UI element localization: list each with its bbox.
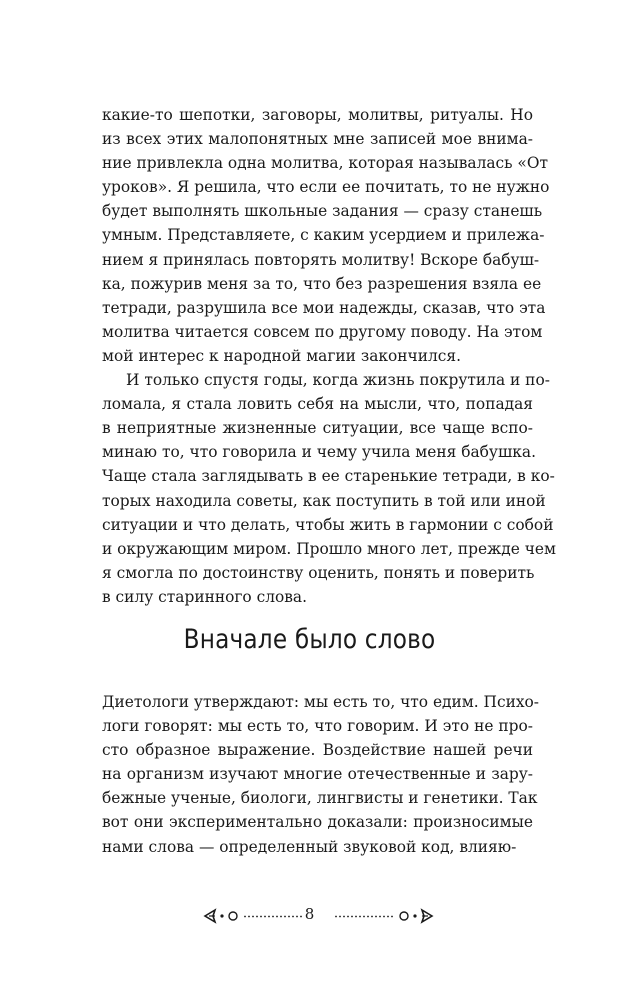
text-line: какие-то шепотки, заговоры, молитвы, ритуалы. Но <box>102 106 533 124</box>
text-line: я смогла по достоинству оценить, понять и поверить <box>102 563 535 582</box>
text-line: нами слова — определенный звуковой код, влияю- <box>102 837 517 856</box>
text-block-bottom <box>102 690 539 859</box>
text-line: уроков». Я решила, что если ее почитать, то не нужно <box>102 178 550 197</box>
text-line: логи говорят: мы есть то, что говорим. И это не про- <box>102 717 533 736</box>
text-line: на организм изучают многие отечественные и зару- <box>102 765 533 784</box>
text-line: тетради, разрушила все мои надежды, сказав, что эта <box>102 298 546 317</box>
text-line: торых находила советы, как поступить в той или иной <box>102 491 546 510</box>
text-line: молитва читается совсем по другому поводу. На этом <box>102 322 543 341</box>
paragraph-1 <box>102 103 550 368</box>
paragraph-3 <box>102 690 539 859</box>
text-line: вот они экспериментально доказали: произносимые <box>102 813 533 832</box>
text-line: ломала, я стала ловить себя на мысли, что, попадая <box>102 395 533 414</box>
text-line: Чаще стала заглядывать в ее старенькие тетради, в ко- <box>102 467 555 486</box>
page-number: 8 <box>304 905 315 923</box>
text-line: мой интерес к народной магии закончился. <box>102 346 461 365</box>
text-line: нием я принялась повторять молитву! Вскоре бабуш- <box>102 250 540 269</box>
text-line: в силу старинного слова. <box>102 587 307 606</box>
text-line: будет выполнять школьные задания — сразу станешь <box>102 202 543 221</box>
text-line: минаю то, что говорила и чему учила меня бабушка. <box>102 443 536 462</box>
text-line: ка, пожурив меня за то, что без разрешения взяла ее <box>102 274 542 293</box>
page-footer <box>0 904 619 928</box>
section-heading: Вначале было слово <box>183 624 436 655</box>
text-line: ние привлекла одна молитва, которая называлась «От <box>102 154 548 173</box>
text-line: Диетологи утверждают: мы есть то, что едим. Психо- <box>102 693 539 711</box>
text-line: из всех этих малопонятных мне записей мое внима- <box>102 130 533 149</box>
text-line: И только спустя годы, когда жизнь покрутила и по- <box>126 371 550 390</box>
text-line: и окружающим миром. Прошло много лет, прежде чем <box>102 539 557 558</box>
text-line: ситуации и что делать, чтобы жить в гармонии с собой <box>102 515 554 534</box>
paragraph-2 <box>102 368 557 609</box>
right-ornament-icon <box>326 904 436 928</box>
text-block-top <box>102 103 557 609</box>
text-line: бежные ученые, биологи, лингвисты и генетики. Так <box>102 789 538 808</box>
text-line: умным. Представляете, с каким усердием и прилежа- <box>102 226 545 245</box>
text-line: сто образное выражение. Воздействие нашей речи <box>102 741 533 760</box>
text-line: в неприятные жизненные ситуации, все чаще вспо- <box>102 419 533 438</box>
